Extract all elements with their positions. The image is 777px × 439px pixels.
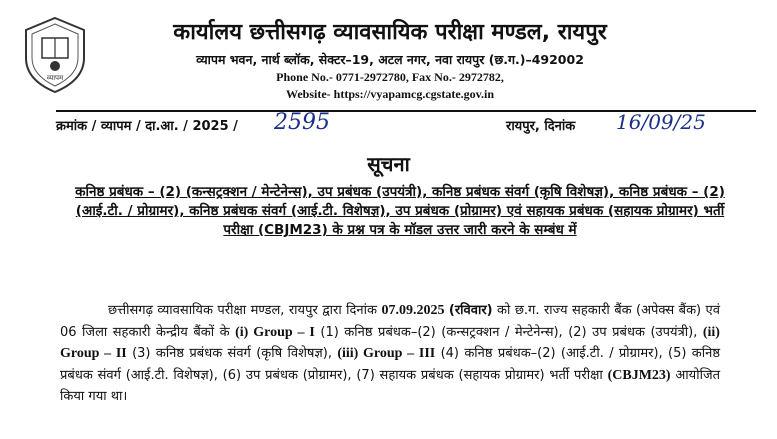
group-two: (ii) Group – II bbox=[60, 324, 720, 361]
body-text: (4) कनिष्ठ प्रबंधक–(2) (आई.टी. / प्रोग्रामर), (5) कनिष्ठ प्रबंधक संवर्ग (आई.टी. विशेषज्ञ), (6) उप प्रबंधक (प्रोग्रामर), (7) सहायक प्रबंधक (सहायक प्रोग्रामर) भर्ती परीक्षा bbox=[60, 346, 720, 383]
exam-day: (रविवार) bbox=[448, 303, 493, 318]
body-paragraph bbox=[60, 300, 720, 408]
body-text: (1) कनिष्ठ प्रबंधक–(2) (कन्सट्रक्शन / मेन्टेनेन्स), (2) उप प्रबंधक (उपयंत्री), bbox=[320, 324, 698, 340]
notice-subject-text: कनिष्ठ प्रबंधक – (2) (कन्सट्रक्शन / मेन्टेनेन्स), उप प्रबंधक (उपयंत्री), कनिष्ठ प्रबंधक संवर्ग (कृषि विशेषज्ञ), कनिष्ठ प्रबंधक – (2) (आई.टी. / प्रोग्रामर), कनिष्ठ प्रबंधक संवर्ग (आई.टी. विशेषज्ञ), उप प्रबंधक (प्रोग्रामर) एवं सहायक प्रबंधक (सहायक प्रोग्रामर) भर्ती परीक्षा (CBJM23) के प्रश्न पत्र के मॉडल उत्तर जारी करने के सम्बंध में bbox=[75, 184, 725, 238]
contact-numbers: Phone No.- 0771-2972780, Fax No.- 2972782, bbox=[276, 70, 504, 84]
svg-text:व्यापम: व्यापम bbox=[46, 74, 64, 82]
reference-number-handwritten: 2595 bbox=[274, 110, 330, 135]
body-text: को छ.ग. राज्य सहकारी बैंक (अपेक्स बैंक) एवं 06 जिला सहकारी केन्द्रीय बैंकों के bbox=[60, 303, 720, 340]
notice-title: सूचना bbox=[367, 152, 410, 176]
group-one: (i) Group – I bbox=[235, 324, 315, 340]
body-text: आयोजित किया गया था। bbox=[60, 367, 721, 404]
notice-subject bbox=[75, 183, 725, 240]
date-label: रायपुर, दिनांक bbox=[506, 119, 576, 134]
body-text: (3) कनिष्ठ प्रबंधक संवर्ग (कृषि विशेषज्ञ), bbox=[132, 346, 332, 361]
letterhead bbox=[0, 0, 777, 108]
reference-label: क्रमांक / व्यापम / दा.आ. / 2025 / bbox=[56, 119, 238, 134]
exam-code: (CBJM23) bbox=[607, 367, 671, 383]
reference-line bbox=[56, 110, 756, 140]
notice-body bbox=[60, 300, 720, 408]
date-handwritten: 16/09/25 bbox=[616, 110, 706, 134]
exam-date: 07.09.2025 bbox=[381, 303, 445, 318]
organization-title: कार्यालय छत्तीसगढ़ व्यावसायिक परीक्षा मण्डल, रायपुर bbox=[173, 20, 607, 45]
organization-address: व्यापम भवन, नार्थ ब्लॉक, सेक्टर–19, अटल नगर, नवा रायपुर (छ.ग.)–492002 bbox=[196, 52, 584, 67]
group-three: (iii) Group – III bbox=[337, 346, 436, 361]
website-link[interactable]: Website- https://vyapamcg.cgstate.gov.in bbox=[286, 87, 494, 101]
vyapam-logo-icon bbox=[20, 14, 90, 94]
body-text: छत्तीसगढ़ व्यावसायिक परीक्षा मण्डल, रायपुर द्वारा दिनांक bbox=[108, 303, 377, 318]
